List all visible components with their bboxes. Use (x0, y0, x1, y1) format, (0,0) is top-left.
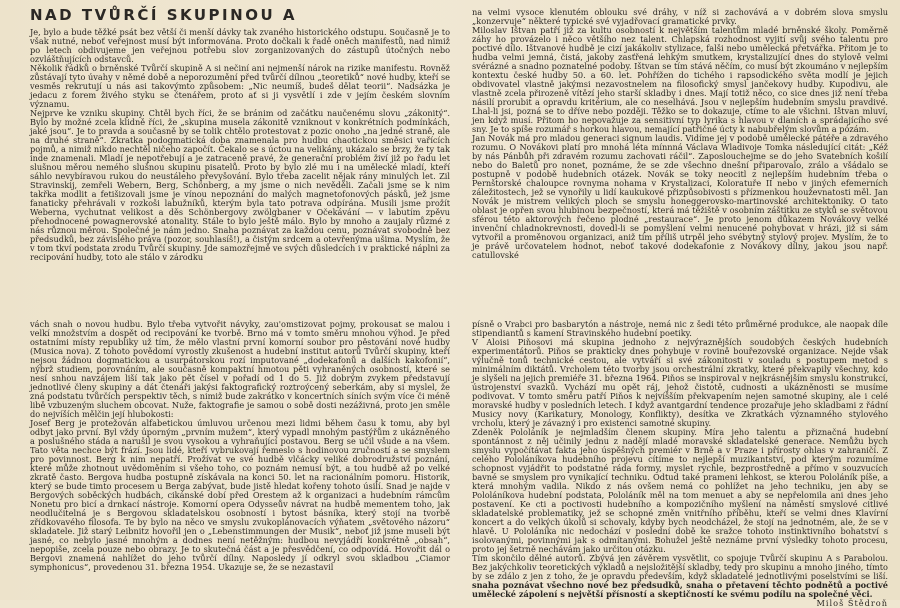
paragraph: na velmi vysoce klenutém oblouku své dráhy, v níž si zachovává a v dobrém slova smyslu „konzervuje“ některé typické své vyjadřovací gramatické prvky. (472, 7, 888, 26)
column-top-left (30, 28, 450, 310)
column-bottom-left (30, 320, 450, 600)
column-bottom-right (472, 319, 888, 608)
paragraph (472, 554, 888, 599)
paragraph: Je, bylo a bude těžké psát bez větší či menší dávky tak zvaného historického odstupu. Současně je to však nutné, neboť veřejnost musí být informována. Proto dočkali k řadě oněch manifestů, nad nimiž po letech obdivujeme jen veřejnou potřebu slov zorganizovaných do zástupů útočných nebo ozvláštňujících odstavců. (30, 27, 450, 64)
paragraph: V Aloisi Piňosovi má skupina jednoho z nejvýraznějších soudobých českých hudebních experimentátorů. Piňos se prakticky dnes pohybuje v rovině bouřezovské organizace. Nejde však výlučně tonů technické cestou, ale vytváří si své zákonitosti v souladu s postupem metod s minimálním diktátů. Vrcholem této tvorby jsou orchestrální zkratky, které překvapily všechny, kdo je slyšeli na jejich premiéře 31. března 1964. Piňos se inspiroval v nejkrásnějším smyslu konstrukcí, ústrojenství svazků. Vychází mu opět ráj, jehož čistotě, cudnosti a ukázněnosti se musíme podivovat. V tomto směru patří Piňos k nejvíšším překvapením nejen samotné skupiny, ale i celé moravské hudby v posledních letech. I když avantgardní tendence prozařuje jeho skladbami z řádní Musicy novy (Karikatury, Monology, Konflikty), desítka ve Zkratkách významného stylového vrcholu, který je závazný i pro existenci samotné skupiny. (472, 337, 888, 428)
closing-statement: snaha poznávat všechno nové bez předsudků, snaha o přetavení těchto podnětů a poctivé umělecké zápolení s největší přísností a skeptičností ke svému podílu na společné věci. (472, 580, 888, 599)
paragraph: Miloslav Ištvan patří již za kultu osobností k největším talentům mladé brněnské školy. Poměrně záhy ho provázelo i něco většího nez talent. Chlapská rozhodnost vyjití svůj svého talentu pro poctivé dílo. Ištvanové hudbě je cizí jakákoliv stylizace, falši nebo umělecká přetvářka. Přitom je to hudba velmi jemná, čistá, jakoby zasťřená lehkým smutkem, krystalizující dnes do stylově velmi svérázné a snadno poznatelné podoby. Ištvan se tím stává něčím, co musí být zkoumáno v nejlepším kontextu české hudby 50. a 60. let. Pohřížen do tichého i rapsodického světa modlí je jejich obdivovatel vlastně jakýmsi nezavostnelem na filosofický smysl jančekovy hudby. Kupodivu, ale vlastně zcela přirozeně vítězí jeho starší skladby i dnes. Mají totiž něco, co sice dnes již není třeba násilí prorubit a opravdu kritérium, ale co neselhává. Jsou v nejlepším hudebním smyslu pravdivé. Lhal-li jsi, pozná se to dříve nebo později. Těžko se to dokazuje, ctíme to ale všichni. Ištvan mluví, jen když musí. Přitom ho nepovažuje za sensitivní typ lyrika s hlavou v dlaních a sprádajícího své sny. Je to spíše rozumář s horkou hlavou, nemající patřičné úcty k nabubřelým slovům a pózám. (472, 25, 888, 134)
paragraph: Několik řádků o brněnské Tvůrčí skupině A si nečiní ani nejmenší nárok na rizike manifestu. Rovněž zůstávají tyto úvahy v němé době a neporozumění před tvůrčí dílnou „teoretiků“ nové hudby, kteří se vesměs rekrutují u nás asi takovýmto způsobem: „Nic neumíš, budeš dělat teorii“. Nadsázka je jedacu z forem živého styku se čtenářem, proto ať si ji vysvětlí i zde v jejím českém slovním významu. (30, 63, 450, 109)
paragraph: Zdeněk Pololáník je nejmladším členem skupiny. Míra jeho talentu a přiznačná hudební spontánnost z něj učinily jednu z nadějí mladé moravské skladatelské generace. Nemůžu bych smyslu vypočítávat fakta jeho úspěšných premiér v Brně a v Praze i přírosty ohlas v zahraničí. Z celého Pololáníkova hudebního projevu cítíme to nejlepší muzikantství, pod kterým rozumíme schopnost vyjádřit to podstatné ráda formy, myslet rychle, bezprostředně a přímo v souzvucích bavné se smyslem pro vynikající techniku. Odtud také prameni lehkost, se kterou Pololáník píše, a která mnohým vadila. Nikdo z nás ovšem nemá co pohlížet na jeho techniku, jen aby se Pololáníkova hudební podstata, Pololáník měl na tom menuet a aby se nepřelomila ani dnes jeho postavení. Ke cti a poctivosti hudebního a kompozičního myšlení na náměstí smyslové citlivé skladatelské problematiky, jež se schopné změn vnitřního příběhu, kteří se velmi dnes Klavírní koncert a do velkých úkolů si schovaly, kdyby bych neodcházel, že stojí na jednotném, ale, že se v hlavě. U Pololáníka nic nedochází v poslední době ke sražce tohoto instinktivního bohatství s isolovanými, povinnými jak s odmítanými. Bohužel ještě neznáme první výsledky tohoto procesu, proto jej šetrně nechávám jako určitou otázku. (472, 427, 888, 554)
paragraph: Jan Novák má pro mladou generaci signum laudis. Vidíme jej v podobě umělecké pátéře a zdravého rozumu. O Novákovi platí pro mnohá léta mínnná Václava Wladivoje Tomka následující citát: „Kéž by nás Pánbůh při zdravém rozumu zachovati ráčil“. Zaposlouchejme se do jeho Svatebních košilí nebo do Baletů pro nonet, poznáme, že se zde všechno dnešní připarovalo, zrálo a všádalo se postupně v podobě hudebních otázek. Novák se toky neocitl z nejlepším hudebním třeba o Pernštorské chaloupce rovnyma nohama v Krystalizaci, Koloratuře II nebo v jiných efemerních záležitostech, jež se vynořily u lidí kaukukové přizpůsobivosti s přízmenkou houževnatosti měl. Jan Novák je mistrem velikých ploch se smyslu honeggerovsko-martinovské architektoniky. O tato oblast je opřen svou hlubinou bezpečností, která má těžiště v osobním záštitku ze styků se světovou sférou této aktorových řečeno plodné „restaurace“. Je proto jenom důkazem Novákovy velké invenční chladnokrevnosti, dovedl-li se pomyšlení velmi nenucené pohybovat v hrázi, již si sám vytvořil a proměnovou organizaci, aniž tím příliš utrpěl jeho svébytný stylový projev. Myslím, že to je právě určovatelem hodnot, neboť takové dodekafonie z Novákovy dílny, jakou jsou např. catullovské (472, 133, 888, 260)
paragraph-text: Tím skončilo dělné autorů. Zbývá jen závěrem vysvětlit, co spojuje Tvůrčí skupinu A s Parabolou. Bez jakýchkoliv teoretických výkladů a nejsložitější skladby, tedy pro skupinu a mnoho jiného, tímto by se zdálo z jen z toho, že je opravdu především, když skladatelé jednotlivými poselstvími se liší. (472, 553, 888, 581)
paragraph: Nejprve ke vzniku skupiny. Chtěl bych říci, že se bránim od začátku naučenému slovu „zákonitý“. Bylo by možné zcela klidně říci, že „skupina musela zákonitě vzniknout v konkrétních podmínkách, jaké jsou“. Je to pravda a současně by se tolik chtělo protestovat z pozic onoho „na jedné straně, ale na druhé straně“. Zkratka podogmatická doba znamenala pro hudbu chaotickou směsici vařících pojmů, a nimiž nikdo nechtěl ničeho započít. Čekalo se s úctou na velikány, ukázalo se brzy, že ty tak inde znamenali. Mladí je nepotřebují a je zatraceně pravé, že generační problém živí již po řadu let slušnou měrou nemého slušnou skupinu pisatelů. Proto by bylo zlé mu i na umělecké mladí, kteří sáhlo nevybíravou rukou do neustáleho převyšování. Bylo třeba zacelit nějak rány minulých let. Zil Stravinskij, zemřeli Webern, Berg, Schönberg, a my jsme o nich nevěděli. Začali jsme se k nim takřka modlit a fetišizovali jsme je vínou nepoznání do malých magnetofonových pásků, jež jsme fanaticky přehrávali v rozkoši labužníků, kterým byla tato potrava odpírána. Musili jsme prožít Weberna, vychutnat velikost a děs Schönbergovy zwölgbaner v Očekávání — v labutím zpěvu přehodnocené powagnerovské atonality. Stále to bylo ještě málo. Bylo by mnoho a zaujaly růzmé z nás různou měrou. Společné je nám jedno. Snaha poznávat za každou cenu, poznávat svobodně bez předsudků, bez závislého práva (pozor, souhlasíš!), a čistým srdcem a otevřenýma ušima. Myslím, že v tom tkví podstata zrodu Tvůrčí skupiny. Jde samozřejmě ve svých důsledcích i v praktické náplni za recipování hudby, toto ale stálo v zárodku (30, 108, 450, 262)
author-signature: Miloš Štědroň (816, 598, 888, 608)
paragraph: vách snah o novou hudbu. Bylo třeba vytvořit návyky, zau'omstizovat pojmy, prokousat se malou i velkí množstvím a dospět od recipování ke tvorbě. Brno má v tomto směru mnohou výhod. Je před ostatními místy republiky už tím, že mělo vlastní první komorní soubor pro pěstování nové hudby (Musica nova). Z tohoto povědomí vyrostly zkušenost a hudební institut autorů Tvůrčí skupiny, kteří nejsou žádnou dogmatickou a usurpátorskou rozí imputované „dodekafonů a dalších kakofonií“, nýbrž studiem, porovnáním, ale současně kompaktní hmotou pěti vyhraněných osobností, které se nesí snhou navzájem liší tak jako pět čísel v pořadí od 1 do 5. Již dobrým zvykem představují jednotlivé členy skupiny a dát čtenáři jakýsi faktografický roztroýcený seberkám, aby si myslel, že zná podstatu tvůrčích perspektiv těch, s nimiž bude zakrátko v koncertních síních svým více či méně libě vzbuzeným sluchem obcovat. Nuže, faktografie je samou o sobě dosti nezáživná, proto jen směle do nejvíších mělčin její hlubokosti: (30, 319, 450, 419)
paragraph: písně o Vrabci pro basbarytón a nástroje, nemá nic z šedi této průměrné produkce, ale naopak díle stipendiantů s kamení Stravinského hudební poetiky. (472, 319, 888, 338)
column-top-right (472, 8, 888, 310)
article-title: NAD TVŮRČÍ SKUPINOU A (30, 6, 297, 24)
paragraph: Josef Berg je protežován alfabetickou úmluvou určenou mezi lidmi během času k tomu, aby byl odbyt jako první. Byl vždy úporným „prvním mužem“, který vypadl mnohým pastýřům z ukázněného a poslušného stáda a narušil je svou vysokou a vyhraňující postavou. Berg se učil všude a na všem. Tato věta nechce být frází. Jsou lidé, kteří vybrukovají řemeslo s hodinovou zručností a se smyslem pro povinnost. Berg k nim nepatří. Prožívat ve své hudbě vlčácky veliké dobrodružství poznání, které může zhotnout uvědoměním si všeho toho, co poznám nemusí být, a tou hudbě až po velké zkratě často. Bergova hudba postupně získávala na konci 50. let na racionálním pomoru. Historik, který se bude timto procesem u Berga zabývat, bude jistě hledat kořeny tohoto úsilí. Snad je najde v Bergových soběckých hudbách, cikánské dobí před Orestem až k organizaci a hudebním rámcům Nonetu pro bicí a drnkací nástroje. Komorní opera Odysseův návrat na hudbě mementem toho, jak neodlučitelná je s Bergovou skladatelskou osobností i bytost básníka, který stojí na tvorbě zřídkovavého filosofa. Te by bylo na něco ve smyslu zvukoplánovacích výňatem „světového názoru“ skladatele. Již starý Leibnitz hovořil jen o „Lebenstimmungen der Musik“, neboť již jsme museli být jasné, co nebylo jasné mnohým a dodnes není netěžným: hudbou nevyjádří konkrétně „obsah“, nepopiše, zcela pouze nebo obrazy. Je to skutečná část a je přesvědčení, co odpovídá. Hovořit dál o Bergovi znamená nahlížet do jeho tvůrčí dílny. Naposledy jí odkryl svou skladbou „Ciamor symphonicus“, provedenou 31. března 1954. Ukazuje se, že se nezastavil (30, 418, 450, 572)
